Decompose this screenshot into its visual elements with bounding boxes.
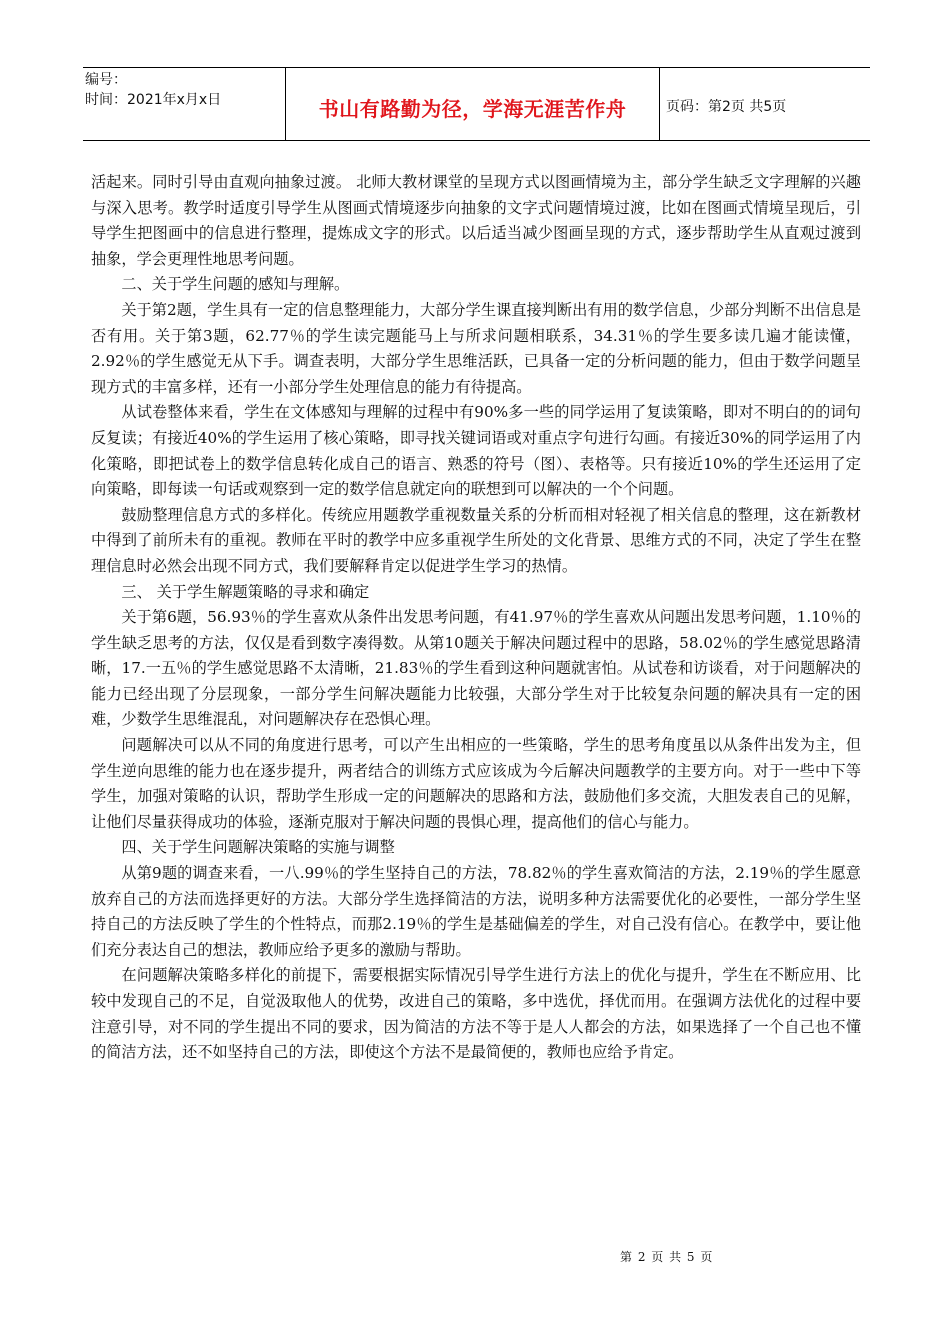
paragraph: 在问题解决策略多样化的前提下，需要根据实际情况引导学生进行方法上的优化与提升，学生在不断应用、比较中发现自己的不足，自觉汲取他人的优势，改进自己的策略，多中选优，择优而用。在强调方法优化的过程中要注意引导，对不同的学生提出不同的要求，因为简洁的方法不等于是人人都会的方法，如果选择了一个自己也不懂的简洁方法，还不如坚持自己的方法，即使这个方法不是最简便的，教师也应给予肯定。	[91, 966, 861, 1062]
header-motto: 书山有路勤为径，学海无涯苦作舟	[286, 68, 660, 140]
section-heading: 三、 关于学生解题策略的寻求和确定	[121, 582, 370, 601]
paragraph: 关于第6题，56.93％的学生喜欢从条件出发思考问题，有41.97％的学生喜欢从问题出发思考问题，1.10％的学生缺乏思考的方法，仅仅是看到数字凑得数。从第10题关于解决问题过程中的思路，58.02％的学生感觉思路清晰，17.一五％的学生感觉思路不太清晰，21.83％的学生看到这种问题就害怕。从试卷和访谈看，对于问题解决的能力已经出现了分层现象，一部分学生问解决题能力比较强，大部分学生对于比较复杂问题的解决具有一定的困难，少数学生思维混乱，对问题解决存在恐惧心理。	[91, 608, 861, 729]
paragraph: 鼓励整理信息方式的多样化。传统应用题教学重视数量关系的分析而相对轻视了相关信息的整理，这在新教材中得到了前所未有的重视。教师在平时的教学中应多重视学生所处的文化背景、思维方式的不同，决定了学生在整理信息时必然会出现不同方式，我们要解释肯定以促进学生学习的热情。	[91, 505, 861, 575]
paragraph: 活起来。同时引导由直观向抽象过渡。 北师大教材课堂的呈现方式以图画情境为主，部分学生缺乏文字理解的兴趣与深入思考。教学时适度引导学生从图画式情境逐步向抽象的文字式问题情境过渡，比如在图画式情境呈现后，引导学生把图画中的信息进行整理，提炼成文字的形式。以后适当减少图画呈现的方式，逐步帮助学生从直观过渡到抽象，学会更理性地思考问题。	[91, 173, 861, 268]
paragraph: 从试卷整体来看，学生在文体感知与理解的过程中有90%多一些的同学运用了复读策略，即对不明白的的词句反复读；有接近40%的学生运用了核心策略，即寻找关键词语或对重点字句进行勾画。有接近30%的同学运用了内化策略，即把试卷上的数学信息转化成自己的语言、熟悉的符号（图）、表格等。只有接近10%的学生还运用了定向策略，即每读一句话或观察到一定的数学信息就定向的联想到可以解决的一个个问题。	[91, 403, 861, 499]
header-page-info: 页码：第2页 共5页	[666, 99, 787, 115]
paragraph: 问题解决可以从不同的角度进行思考，可以产生出相应的一些策略，学生的思考角度虽以从条件出发为主，但学生逆向思维的能力也在逐步提升，两者结合的训练方式应该成为今后解决问题教学的主要方向。对于一些中下等学生，加强对策略的认识，帮助学生形成一定的问题解决的思路和方法，鼓励他们多交流，大胆发表自己的见解，让他们尽量获得成功的体验，逐渐克服对于解决问题的畏惧心理，提高他们的信心与能力。	[91, 736, 861, 831]
page-header	[83, 67, 870, 141]
document-body	[91, 170, 861, 1066]
page-footer: 第 2 页 共 5 页	[620, 1250, 714, 1264]
document-date: 时间：2021年x月x日	[85, 92, 222, 108]
header-meta	[83, 68, 286, 140]
paragraph: 从第9题的调查来看，一八.99％的学生坚持自己的方法，78.82％的学生喜欢简洁的方法，2.19％的学生愿意放弃自己的方法而选择更好的方法。大部分学生选择简洁的方法，说明多种方法需要优化的必要性，一部分学生坚持自己的方法反映了学生的个性特点，而那2.19％的学生是基础偏差的学生，对自己没有信心。在教学中，要让他们充分表达自己的想法，教师应给予更多的激励与帮助。	[91, 864, 861, 959]
section-heading: 四、关于学生问题解决策略的实施与调整	[121, 838, 395, 857]
section-heading: 二、关于学生问题的感知与理解。	[121, 275, 350, 294]
paragraph: 关于第2题，学生具有一定的信息整理能力，大部分学生课直接判断出有用的数学信息，少部分判断不出信息是否有用。关于第3题，62.77％的学生读完题能马上与所求问题相联系，34.31％的学生要多读几遍才能读懂，2.92％的学生感觉无从下手。调查表明，大部分学生思维活跃，已具备一定的分析问题的能力，但由于数学问题呈现方式的丰富多样，还有一小部分学生处理信息的能力有待提高。	[91, 300, 861, 396]
document-number-label: 编号：	[85, 72, 127, 88]
